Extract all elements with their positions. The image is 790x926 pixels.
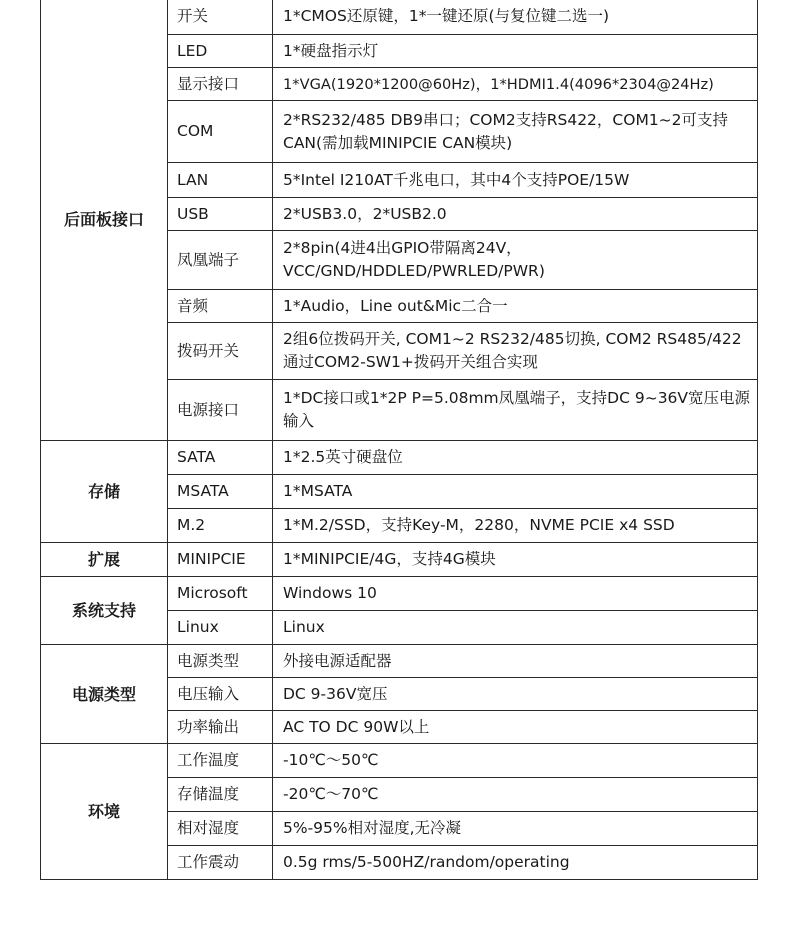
group-label: 系统支持 <box>41 577 168 645</box>
item-value: 2组6位拨码开关, COM1~2 RS232/485切换, COM2 RS485/422通过COM2-SW1+拨码开关组合实现 <box>273 323 758 380</box>
item-value: 5*Intel I210AT千兆电口，其中4个支持POE/15W <box>273 163 758 198</box>
item-value: 1*2.5英寸硬盘位 <box>273 441 758 475</box>
item-value: -10℃～50℃ <box>273 744 758 778</box>
item-label: 工作震动 <box>168 846 273 880</box>
group-label: 电源类型 <box>41 645 168 744</box>
item-label: MSATA <box>168 475 273 509</box>
item-label: Microsoft <box>168 577 273 611</box>
item-label: MINIPCIE <box>168 543 273 577</box>
group-label: 存储 <box>41 441 168 543</box>
item-value: 2*RS232/485 DB9串口；COM2支持RS422，COM1~2可支持CAN(需加载MINIPCIE CAN模块) <box>273 101 758 163</box>
item-value: 1*MINIPCIE/4G，支持4G模块 <box>273 543 758 577</box>
item-value: 1*M.2/SSD，支持Key-M，2280，NVME PCIE x4 SSD <box>273 509 758 543</box>
item-value: AC TO DC 90W以上 <box>273 711 758 744</box>
item-value: 0.5g rms/5-500HZ/random/operating <box>273 846 758 880</box>
item-label: 存储温度 <box>168 778 273 812</box>
item-label: M.2 <box>168 509 273 543</box>
item-value: 1*硬盘指示灯 <box>273 35 758 68</box>
item-label: Linux <box>168 611 273 645</box>
item-label: 显示接口 <box>168 68 273 101</box>
item-value: -20℃～70℃ <box>273 778 758 812</box>
item-label: LED <box>168 35 273 68</box>
item-label: 开关 <box>168 0 273 35</box>
item-label: 功率输出 <box>168 711 273 744</box>
item-value: 外接电源适配器 <box>273 645 758 678</box>
item-value: 2*8pin(4进4出GPIO带隔离24V，VCC/GND/HDDLED/PWRLED/PWR) <box>273 231 758 290</box>
item-label: 工作温度 <box>168 744 273 778</box>
item-label: SATA <box>168 441 273 475</box>
group-label: 环境 <box>41 744 168 880</box>
table-row <box>41 543 758 577</box>
spec-table <box>40 0 758 880</box>
group-label: 扩展 <box>41 543 168 577</box>
table-row <box>41 441 758 475</box>
item-label: COM <box>168 101 273 163</box>
item-label: 凤凰端子 <box>168 231 273 290</box>
item-value: 1*VGA(1920*1200@60Hz)，1*HDMI1.4(4096*2304@24Hz) <box>273 68 758 101</box>
item-label: LAN <box>168 163 273 198</box>
item-label: 电压输入 <box>168 678 273 711</box>
table-row <box>41 744 758 778</box>
item-value: Windows 10 <box>273 577 758 611</box>
item-label: 拨码开关 <box>168 323 273 380</box>
item-label: 音频 <box>168 290 273 323</box>
item-value: DC 9-36V宽压 <box>273 678 758 711</box>
item-label: 相对湿度 <box>168 812 273 846</box>
item-value: Linux <box>273 611 758 645</box>
table-row <box>41 645 758 678</box>
item-label: USB <box>168 198 273 231</box>
table-row <box>41 0 758 35</box>
item-value: 1*DC接口或1*2P P=5.08mm凤凰端子，支持DC 9~36V宽压电源输入 <box>273 380 758 441</box>
item-value: 1*CMOS还原键，1*一键还原(与复位键二选一) <box>273 0 758 35</box>
item-label: 电源类型 <box>168 645 273 678</box>
group-label: 后面板接口 <box>41 0 168 441</box>
item-value: 2*USB3.0，2*USB2.0 <box>273 198 758 231</box>
item-value: 1*MSATA <box>273 475 758 509</box>
item-value: 5%-95%相对湿度,无冷凝 <box>273 812 758 846</box>
item-value: 1*Audio，Line out&Mic二合一 <box>273 290 758 323</box>
table-row <box>41 577 758 611</box>
item-label: 电源接口 <box>168 380 273 441</box>
